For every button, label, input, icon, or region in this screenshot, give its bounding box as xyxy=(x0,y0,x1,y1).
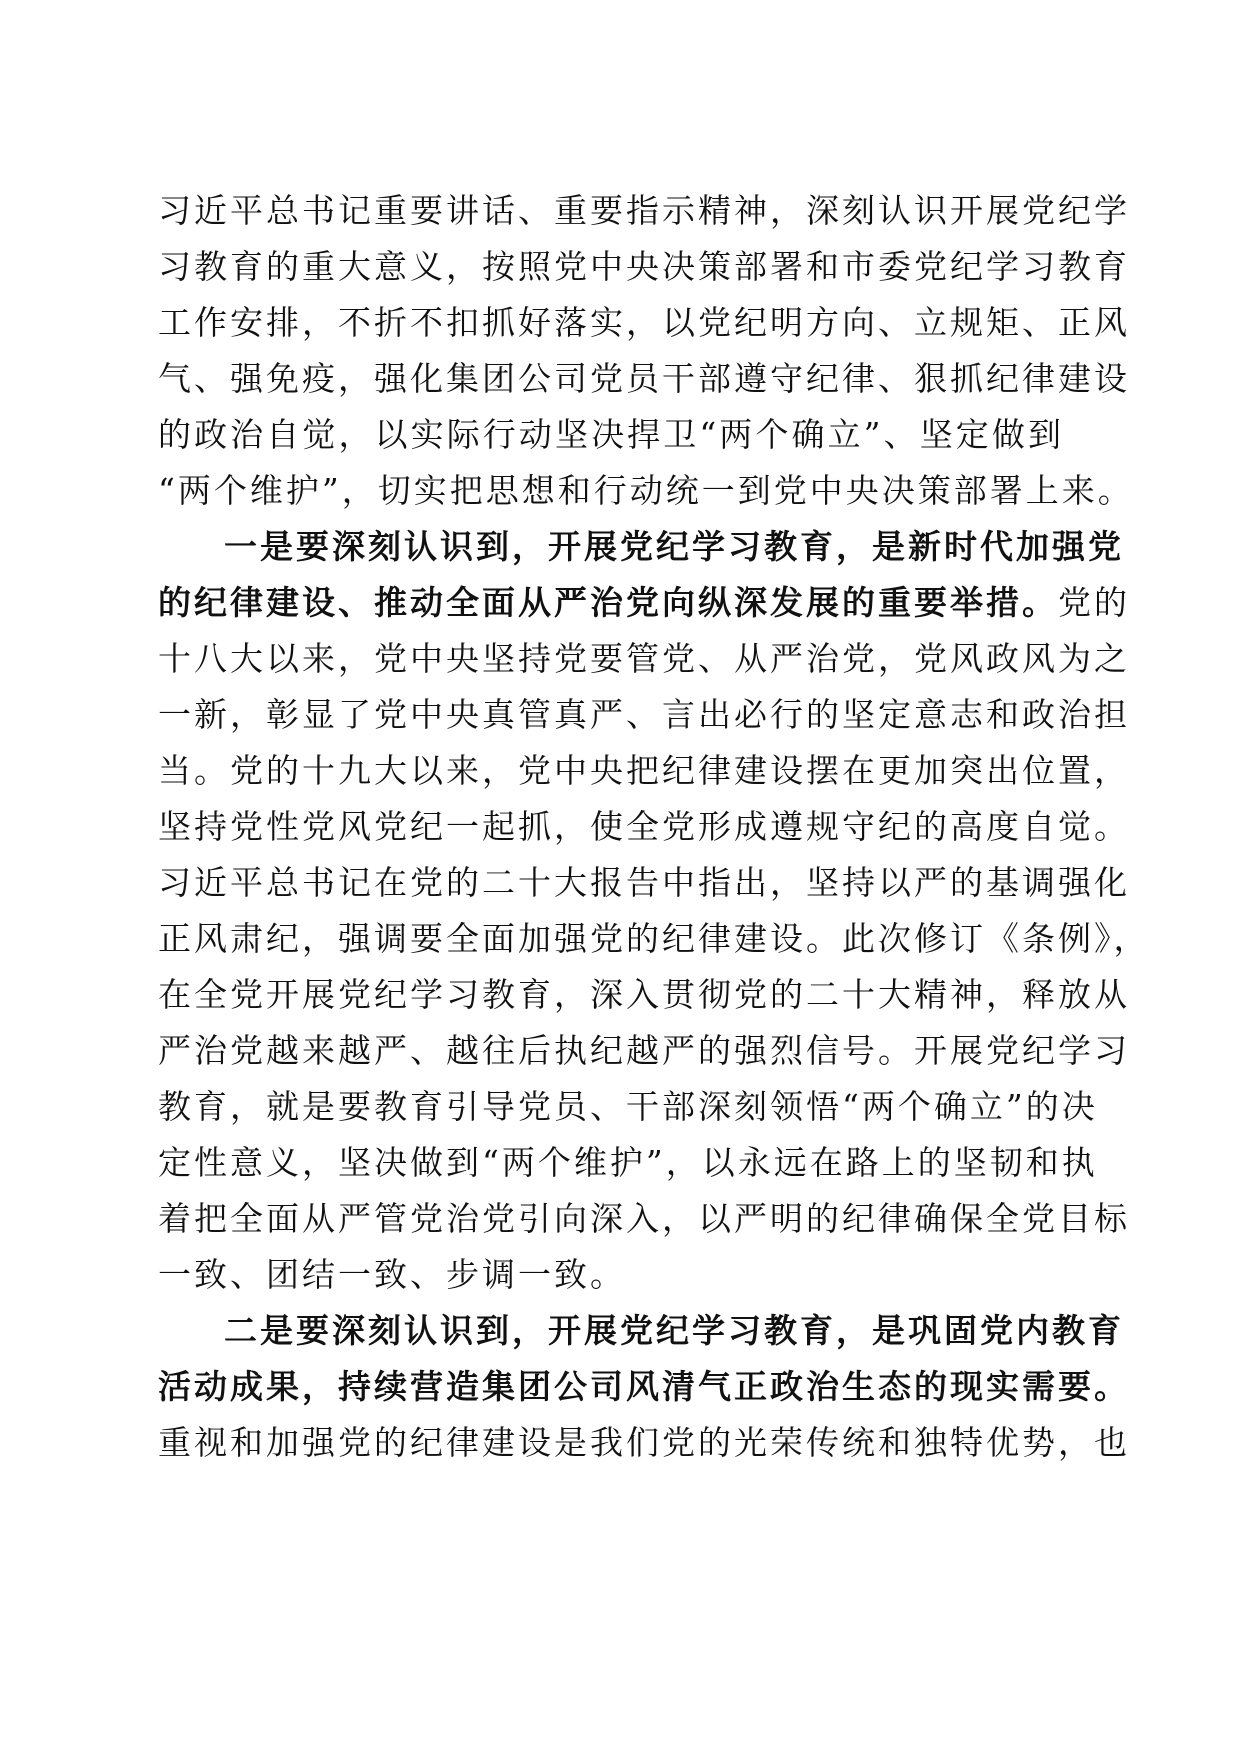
text-line xyxy=(158,463,1134,519)
text-line xyxy=(158,855,1130,911)
text-segment: 重视和加强党的纪律建设是我们党的光荣传统和独特优势，也 xyxy=(158,1423,1130,1462)
text-line xyxy=(158,631,1130,687)
text-segment: 定性意义，坚决做到“两个维护”，以永远在路上的坚韧和执 xyxy=(158,1143,1098,1182)
bold-heading-segment: 活动成果，持续营造集团公司风清气正政治生态的现实需要。 xyxy=(158,1367,1130,1406)
paragraph-heading-line xyxy=(158,519,1124,575)
text-line xyxy=(158,911,1150,967)
text-segment: 习近平总书记在党的二十大报告中指出，坚持以严的基调强化 xyxy=(158,863,1130,902)
text-segment: 坚持党性党风党纪一起抓，使全党形成遵规守纪的高度自觉。 xyxy=(158,807,1130,846)
text-line xyxy=(158,183,1130,239)
text-line xyxy=(158,687,1130,743)
text-segment: 一致、团结一致、步调一致。 xyxy=(158,1255,626,1294)
text-line xyxy=(158,239,1130,295)
text-segment: 习近平总书记重要讲话、重要指示精神，深刻认识开展党纪学 xyxy=(158,191,1130,230)
text-segment: 正风肃纪，强调要全面加强党的纪律建设。此次修订《条例》， xyxy=(158,919,1150,958)
text-line xyxy=(158,1247,1064,1303)
bold-heading-segment: 的纪律建设、推动全面从严治党向纵深发展的重要举措。 xyxy=(158,583,1058,622)
text-line xyxy=(158,1023,1130,1079)
text-segment: 教育，就是要教育引导党员、干部深刻领悟“两个确立”的决 xyxy=(158,1087,1098,1126)
paragraph-heading-line xyxy=(158,1359,1130,1415)
text-line xyxy=(158,351,1130,407)
bold-heading-segment: 二是要深刻认识到，开展党纪学习教育，是巩固党内教育 xyxy=(224,1311,1124,1350)
text-segment: 习教育的重大意义，按照党中央决策部署和市委党纪学习教育 xyxy=(158,247,1130,286)
text-segment: 着把全面从严管党治党引向深入，以严明的纪律确保全党目标 xyxy=(158,1199,1130,1238)
text-line xyxy=(158,1415,1130,1471)
text-line xyxy=(158,967,1130,1023)
paragraph-heading-line xyxy=(158,575,1130,631)
text-segment: 十八大以来，党中央坚持党要管党、从严治党，党风政风为之 xyxy=(158,639,1130,678)
text-segment: 在全党开展党纪学习教育，深入贯彻党的二十大精神，释放从 xyxy=(158,975,1130,1014)
text-line xyxy=(158,799,1130,855)
text-segment: 党的 xyxy=(1058,583,1130,622)
text-segment: 严治党越来越严、越往后执纪越严的强烈信号。开展党纪学习 xyxy=(158,1031,1130,1070)
text-segment: 当。党的十九大以来，党中央把纪律建设摆在更加突出位置， xyxy=(158,751,1130,790)
document-body-text xyxy=(158,183,1150,1471)
paragraph-heading-line xyxy=(158,1303,1124,1359)
text-line xyxy=(158,743,1130,799)
text-segment: 一新，彰显了党中央真管真严、言出必行的坚定意志和政治担 xyxy=(158,695,1130,734)
text-segment: “两个维护”，切实把思想和行动统一到党中央决策部署上来。 xyxy=(158,471,1134,510)
text-line xyxy=(158,1079,1098,1135)
text-line xyxy=(158,1191,1130,1247)
text-segment: 工作安排，不折不扣抓好落实，以党纪明方向、立规矩、正风 xyxy=(158,303,1130,342)
text-line xyxy=(158,1135,1098,1191)
text-segment: 的政治自觉，以实际行动坚决捍卫“两个确立”、坚定做到 xyxy=(158,415,1064,454)
bold-heading-segment: 一是要深刻认识到，开展党纪学习教育，是新时代加强党 xyxy=(224,527,1124,566)
text-line xyxy=(158,407,1064,463)
text-segment: 气、强免疫，强化集团公司党员干部遵守纪律、狠抓纪律建设 xyxy=(158,359,1130,398)
text-line xyxy=(158,295,1130,351)
